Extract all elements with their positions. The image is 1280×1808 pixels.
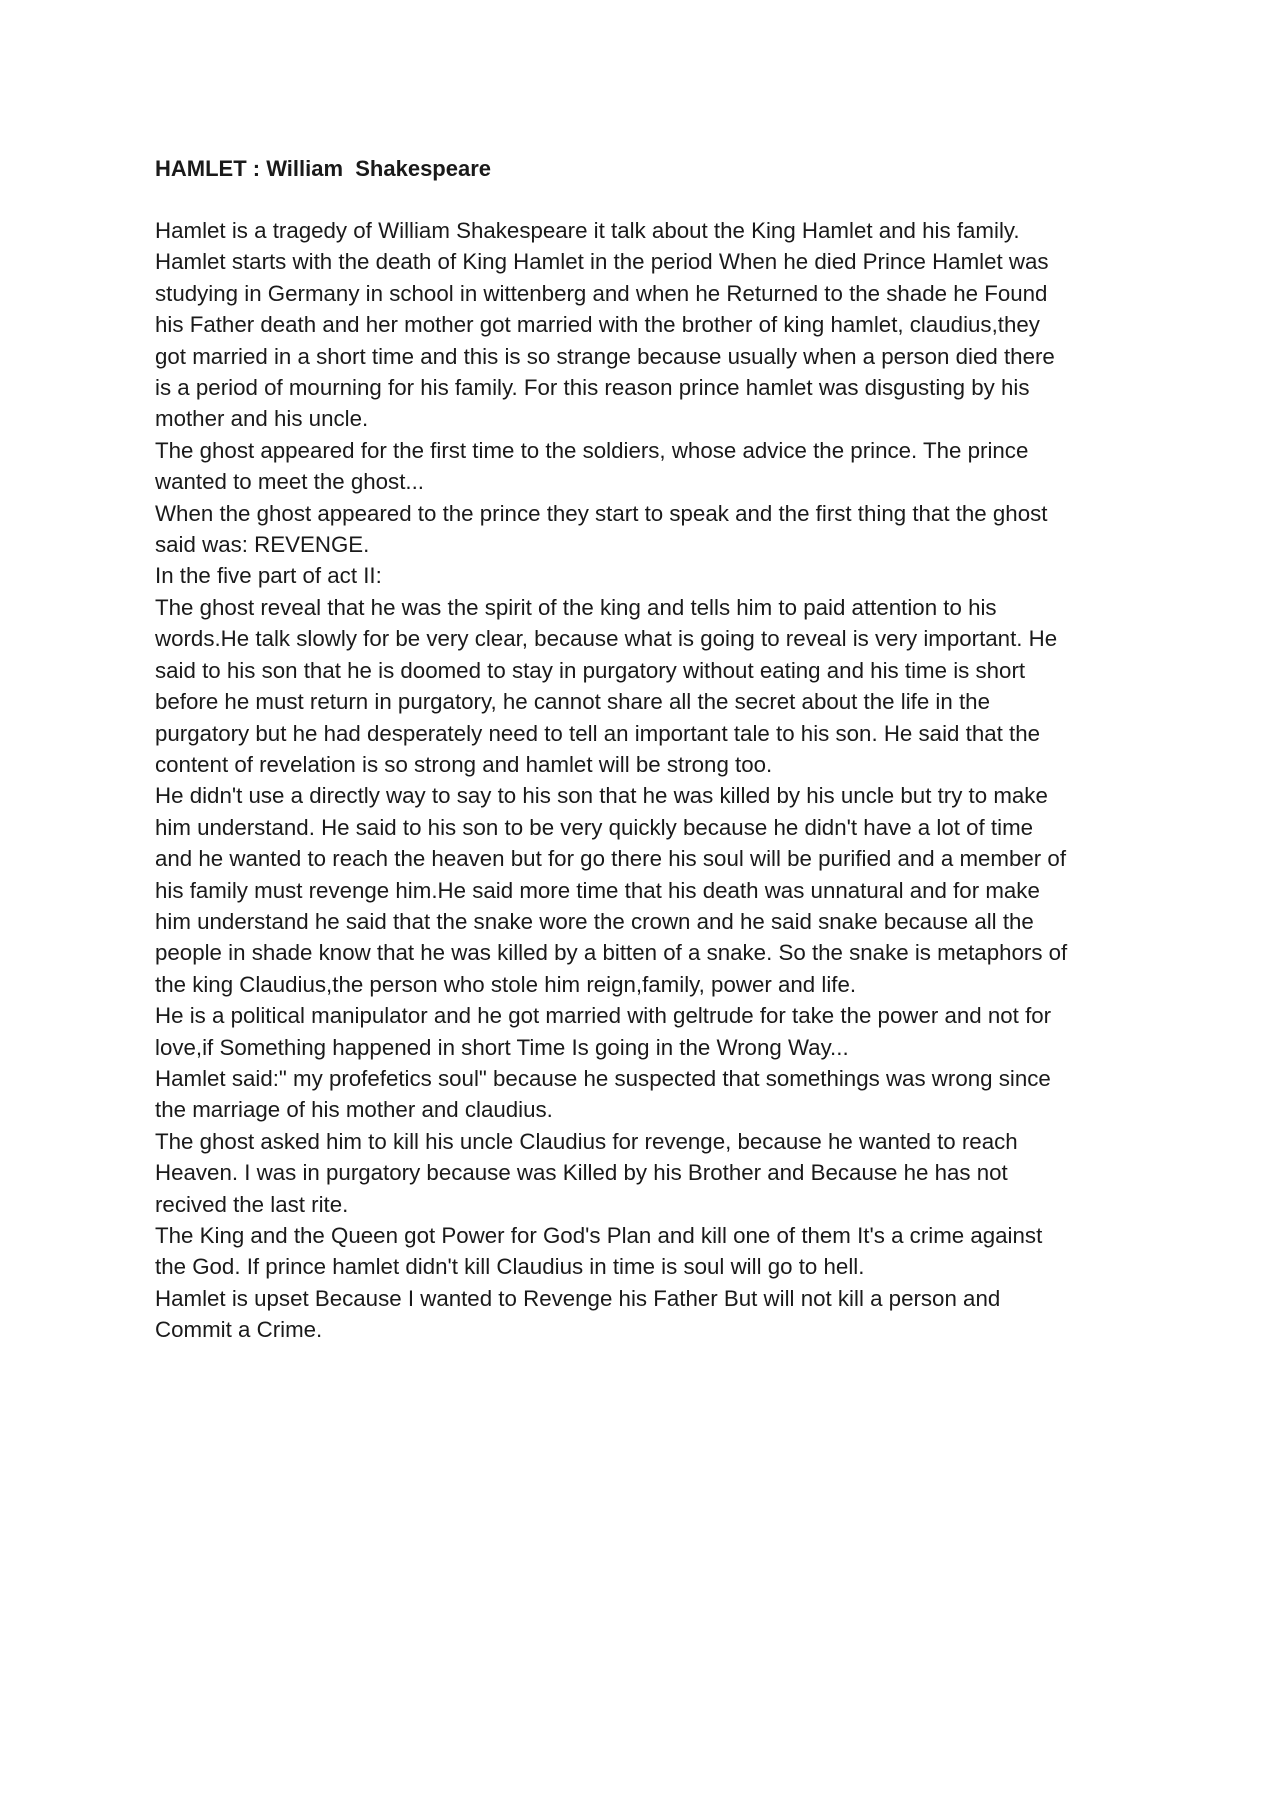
text-line: recived the last rite. — [155, 1191, 349, 1217]
text-line: content of revelation is so strong and hamlet will be strong too. — [155, 751, 773, 777]
text-line: the king Claudius,the person who stole him reign,family, power and life. — [155, 971, 857, 997]
text-line: Hamlet is upset Because I wanted to Revenge his Father But will not kill a person and — [155, 1285, 1001, 1311]
text-line: The King and the Queen got Power for God's Plan and kill one of them It's a crime against — [155, 1223, 1043, 1248]
document-content — [155, 153, 1135, 1346]
text-line: In the five part of act II: — [155, 563, 382, 589]
text-line: said to his son that he is doomed to stay in purgatory without eating and his time is short — [155, 657, 1026, 683]
text-line: got married in a short time and this is so strange because usually when a person died there — [155, 343, 1055, 369]
text-line: Heaven. I was in purgatory because was Killed by his Brother and Because he has not — [155, 1160, 1008, 1186]
text-line: said was: REVENGE. — [155, 532, 370, 558]
text-line: his Father death and her mother got married with the brother of king hamlet, claudius,they — [155, 312, 1040, 338]
text-line: Hamlet starts with the death of King Hamlet in the period When he died Prince Hamlet was — [155, 249, 1049, 275]
text-line: He didn't use a directly way to say to his son that he was killed by his uncle but try to make — [155, 783, 1048, 809]
text-line: The ghost asked him to kill his uncle Claudius for revenge, because he wanted to reach — [155, 1128, 1018, 1154]
text-line: studying in Germany in school in wittenberg and when he Returned to the shade he Found — [155, 280, 1048, 306]
text-line: people in shade know that he was killed by a bitten of a snake. So the snake is metaphors of — [155, 940, 1068, 966]
text-line: Commit a Crime. — [155, 1317, 323, 1343]
text-line: him understand he said that the snake wore the crown and he said snake because all the — [155, 908, 1034, 934]
text-line: him understand. He said to his son to be very quickly because he didn't have a lot of time — [155, 814, 1034, 840]
text-line: The ghost appeared for the first time to the soldiers, whose advice the prince. The prince — [155, 437, 1029, 463]
text-line: his family must revenge him.He said more time that his death was unnatural and for make — [155, 877, 1040, 903]
text-line: words.He talk slowly for be very clear, because what is going to reveal is very important. He — [155, 626, 1058, 652]
text-line: before he must return in purgatory, he cannot share all the secret about the life in the — [155, 689, 990, 715]
text-line: and he wanted to reach the heaven but for go there his soul will be purified and a member of — [155, 846, 1067, 872]
document-title: HAMLET : William Shakespeare — [155, 156, 492, 181]
text-line: Hamlet is a tragedy of William Shakespeare it talk about the King Hamlet and his family. — [155, 218, 1020, 243]
text-line: When the ghost appeared to the prince they start to speak and the first thing that the ghost — [155, 500, 1048, 526]
text-line: is a period of mourning for his family. For this reason prince hamlet was disgusting by his — [155, 375, 1030, 401]
text-line: the marriage of his mother and claudius. — [155, 1097, 553, 1123]
text-line: purgatory but he had desperately need to tell an important tale to his son. He said that the — [155, 720, 1041, 746]
document-body — [155, 215, 1135, 1346]
text-line: wanted to meet the ghost... — [155, 469, 424, 495]
text-line: love,if Something happened in short Time Is going in the Wrong Way... — [155, 1034, 849, 1060]
text-line: He is a political manipulator and he got married with geltrude for take the power and not for — [155, 1003, 1052, 1029]
text-line: Hamlet said:" my profefetics soul" because he suspected that somethings was wrong since — [155, 1065, 1051, 1091]
text-line: mother and his uncle. — [155, 406, 369, 432]
text-line: the God. If prince hamlet didn't kill Claudius in time is soul will go to hell. — [155, 1254, 865, 1280]
text-line: The ghost reveal that he was the spirit of the king and tells him to paid attention to his — [155, 594, 997, 620]
